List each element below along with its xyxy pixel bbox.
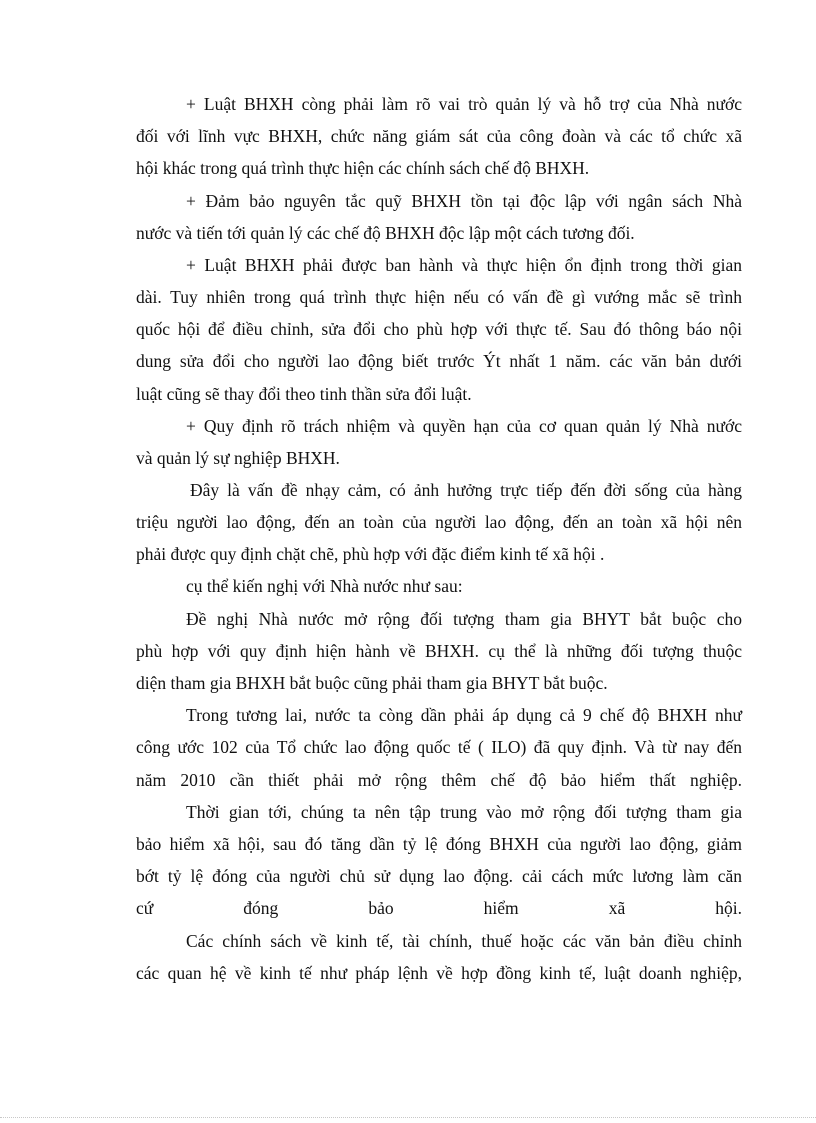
text-line: triệu người lao động, đến an toàn của người lao động, đến an toàn xã hội nên bbox=[136, 512, 742, 532]
text-line: Trong tương lai, nước ta còng dần phải áp dụng cả 9 chế độ BHXH như bbox=[186, 705, 742, 725]
page-bottom-rule bbox=[0, 1117, 816, 1118]
text-line: bớt tỷ lệ đóng của người chủ sử dụng lao động. cải cách mức lương làm căn bbox=[136, 866, 742, 886]
text-line: + Luật BHXH phải được ban hành và thực hiện ổn định trong thời gian bbox=[186, 255, 742, 275]
text-line: Các chính sách về kinh tế, tài chính, thuế hoặc các văn bản điều chỉnh bbox=[186, 931, 742, 951]
text-line: hội khác trong quá trình thực hiện các chính sách chế độ BHXH. bbox=[136, 158, 590, 178]
text-line: + Quy định rõ trách nhiệm và quyền hạn của cơ quan quản lý Nhà nước bbox=[186, 416, 742, 436]
text-line: diện tham gia BHXH bắt buộc cũng phải tham gia BHYT bắt buộc. bbox=[136, 673, 608, 693]
text-line: phải được quy định chặt chẽ, phù hợp với đặc điểm kinh tế xã hội . bbox=[136, 544, 605, 564]
text-line: dài. Tuy nhiên trong quá trình thực hiện nếu có vấn đề gì vướng mắc sẽ trình bbox=[136, 287, 742, 307]
text-line: các quan hệ về kinh tế như pháp lệnh về hợp đồng kinh tế, luật doanh nghiệp, bbox=[136, 963, 742, 983]
text-line: dung sửa đổi cho người lao động biết trước Ýt nhất 1 năm. các văn bản dưới bbox=[136, 351, 742, 371]
text-line: + Luật BHXH còng phải làm rõ vai trò quản lý và hỗ trợ của Nhà nước bbox=[186, 94, 742, 114]
text-line: năm 2010 cần thiết phải mở rộng thêm chế độ bảo hiểm thất nghiệp. bbox=[136, 770, 742, 790]
text-line: Đề nghị Nhà nước mở rộng đối tượng tham gia BHYT bắt buộc cho bbox=[186, 609, 742, 629]
text-line: đối với lĩnh vực BHXH, chức năng giám sát của công đoàn và các tổ chức xã bbox=[136, 126, 742, 146]
text-line: và quản lý sự nghiệp BHXH. bbox=[136, 448, 340, 468]
text-line: nước và tiến tới quản lý các chế độ BHXH độc lập một cách tương đối. bbox=[136, 223, 635, 243]
text-line: Đây là vấn đề nhạy cảm, có ảnh hưởng trực tiếp đến đời sống của hàng bbox=[190, 480, 742, 500]
text-line: cụ thể kiến nghị với Nhà nước như sau: bbox=[186, 576, 463, 596]
text-line: luật cũng sẽ thay đổi theo tinh thần sửa đổi luật. bbox=[136, 384, 472, 404]
text-line: phù hợp với quy định hiện hành về BHXH. cụ thể là những đối tượng thuộc bbox=[136, 641, 742, 661]
text-line: + Đảm bảo nguyên tắc quỹ BHXH tồn tại độc lập với ngân sách Nhà bbox=[186, 191, 742, 211]
text-line: cứ đóng bảo hiểm xã hội. bbox=[136, 898, 742, 918]
text-line: Thời gian tới, chúng ta nên tập trung vào mở rộng đối tượng tham gia bbox=[186, 802, 742, 822]
text-line: quốc hội để điều chỉnh, sửa đổi cho phù hợp với thực tế. Sau đó thông báo nội bbox=[136, 319, 742, 339]
text-line: công ước 102 của Tổ chức lao động quốc tế ( ILO) đã quy định. Và từ nay đến bbox=[136, 737, 742, 757]
text-line: bảo hiểm xã hội, sau đó tăng dần tỷ lệ đóng BHXH của người lao động, giảm bbox=[136, 834, 742, 854]
